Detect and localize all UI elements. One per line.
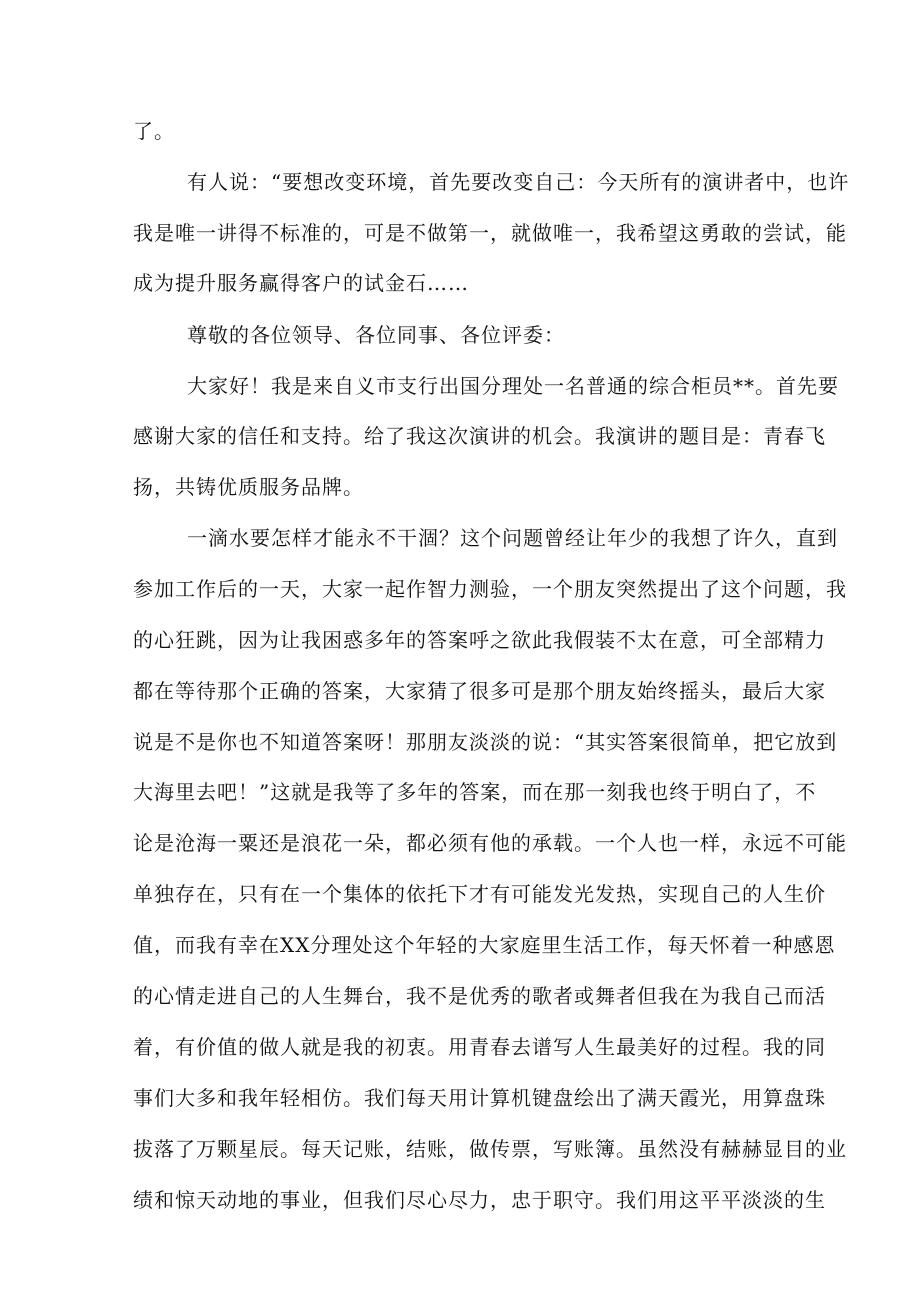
text-line: 大家好！我是来自义市支行出国分理处一名普通的综合柜员**。首先要 [187,374,839,398]
text-line: 参加工作后的一天，大家一起作智力测验，一个朋友突然提出了这个问题，我 [133,577,847,601]
text-line: 说是不是你也不知道答案呀！那朋友淡淡的说：“其实答案很简单，把它放到 [133,730,838,754]
text-line: 有人说：“要想改变环境，首先要改变自己：今天所有的演讲者中，也许 [187,170,850,194]
text-line: 事们大多和我年轻相仿。我们每天用计算机键盘绘出了满天霞光，用算盘珠 [133,1086,826,1110]
text-line: 大海里去吧！”这就是我等了多年的答案，而在那一刻我也终于明白了，不 [133,780,817,804]
text-line: 的心情走进自己的人生舞台，我不是优秀的歌者或舞者但我在为我自己而活 [133,984,826,1008]
text-line: 着，有价值的做人就是我的初衷。用青春去谱写人生最美好的过程。我的同 [133,1035,826,1059]
text-line: 值，而我有幸在XX分理处这个年轻的大家庭里生活工作，每天怀着一种感恩 [133,933,836,957]
text-line: 感谢大家的信任和支持。给了我这次演讲的机会。我演讲的题目是：青春飞 [133,424,826,448]
text-line: 的心狂跳，因为让我困惑多年的答案呼之欲此我假装不太在意，可全部精力 [133,628,826,652]
text-line: 单独存在，只有在一个集体的依托下才有可能发光发热，实现自己的人生价 [133,882,826,906]
text-line: 一滴水要怎样才能永不干涸？这个问题曾经让年少的我想了许久，直到 [187,526,838,550]
text-line: 我是唯一讲得不标准的，可是不做第一，就做唯一，我希望这勇敢的尝试，能 [133,221,847,245]
text-line: 成为提升服务赢得客户的试金石…… [133,271,469,295]
text-line: 扬，共铸优质服务品牌。 [133,475,364,499]
text-line: 尊敬的各位领导、各位同事、各位评委： [187,323,565,347]
text-line: 绩和惊天动地的事业，但我们尽心尽力，忠于职守。我们用这平平淡淡的生 [133,1188,826,1212]
text-line: 拔落了万颗星辰。每天记账，结账，做传票，写账簿。虽然没有赫赫显目的业 [133,1137,847,1161]
text-line: 论是沧海一粟还是浪花一朵，都必须有他的承载。一个人也一样，永远不可能 [133,831,847,855]
text-line: 都在等待那个正确的答案，大家猜了很多可是那个朋友始终摇头，最后大家 [133,679,826,703]
text-line: 了。 [133,119,175,143]
